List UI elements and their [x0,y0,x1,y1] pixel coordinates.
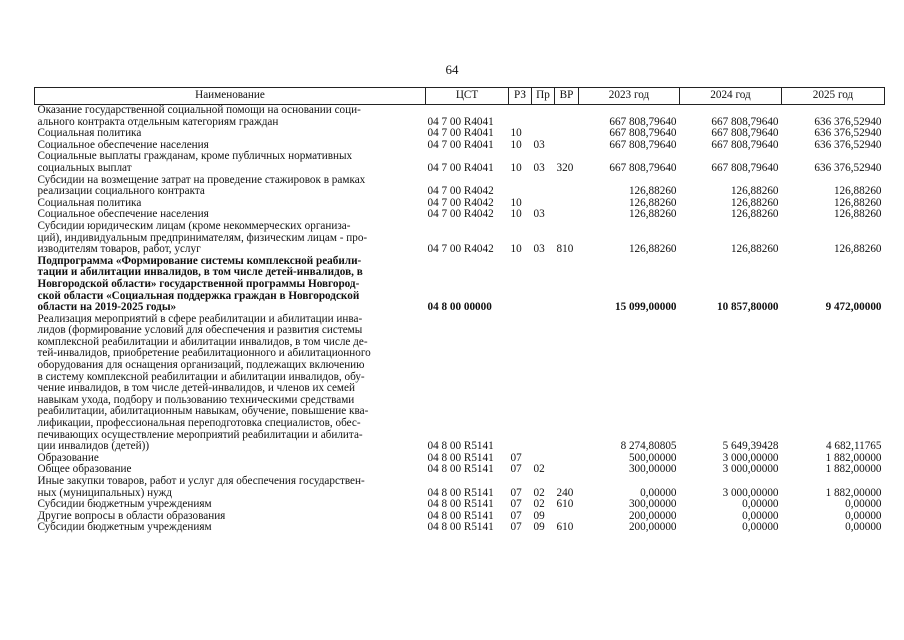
row-cst: 04 7 00 R4042 [427,208,494,221]
row-vr: 240 [556,486,574,499]
row-2025: 636 376,52940 [814,127,882,140]
row-2024: 667 808,79640 [711,115,779,128]
row-2025: 0,00000 [845,521,882,534]
row-cst: 04 8 00 R5141 [427,509,494,522]
row-2025: 1 882,00000 [825,451,882,464]
row-cst: 04 8 00 R5141 [427,521,494,534]
row-rz: 07 [510,509,522,522]
row-2024: 126,88260 [730,196,779,209]
row-2024: 667 808,79640 [711,127,779,140]
row-vr [555,256,579,314]
row-rz: 10 [510,196,522,209]
table-row [35,175,885,198]
row-name: Субсидии юридическим лицам (кроме некоммерческих организа- ций), индивидуальным предпринимателям, физическим лицам - про- изводителям товаров, работ, услуг [37,219,368,256]
row-2023: 200,00000 [628,509,677,522]
row-2023: 667 808,79640 [609,161,677,174]
row-cst: 04 7 00 R4042 [427,243,494,256]
row-2024: 126,88260 [730,243,779,256]
row-pr: 03 [533,208,545,221]
row-2025: 126,88260 [833,243,882,256]
row-2024: 667 808,79640 [711,161,779,174]
row-2023: 0,00000 [640,486,677,499]
header-2023: 2023 год [579,88,680,105]
row-cst: 04 8 00 00000 [427,301,492,314]
row-name: Иные закупки товаров, работ и услуг для обеспечения государствен- ных (муниципальных) нужд [37,475,365,499]
row-2024: 5 649,39428 [722,440,779,453]
row-pr [532,105,555,129]
row-2023: 200,00000 [628,521,677,534]
row-2024: 0,00000 [742,521,779,534]
row-cst: 04 8 00 R5141 [427,486,494,499]
row-cst: 04 8 00 R5141 [427,451,494,464]
row-pr: 02 [533,498,545,511]
row-rz: 07 [510,486,522,499]
row-vr [555,464,579,476]
row-cst: 04 7 00 R4041 [427,115,494,128]
row-2025: 0,00000 [845,509,882,522]
row-name: Социальное обеспечение населения [37,208,209,221]
row-2024: 3 000,00000 [722,486,779,499]
header-2025: 2025 год [782,88,885,105]
row-2025: 1 882,00000 [825,486,882,499]
budget-table [34,87,885,534]
row-cst: 04 7 00 R4042 [427,185,494,198]
row-2024: 0,00000 [742,498,779,511]
row-rz [509,105,532,129]
row-pr: 02 [533,486,545,499]
row-2024: 3 000,00000 [722,463,779,476]
row-name: Субсидии бюджетным учреждениям [37,498,212,511]
row-name: Образование [37,451,99,464]
row-2023: 667 808,79640 [609,138,677,151]
row-name: Социальное обеспечение населения [37,138,209,151]
row-2025: 126,88260 [833,185,882,198]
row-2025: 9 472,00000 [825,301,882,314]
row-2023: 300,00000 [628,498,677,511]
row-vr [555,314,579,453]
row-2023: 126,88260 [628,185,677,198]
table-row [35,105,885,129]
row-rz: 10 [510,138,522,151]
row-vr [555,453,579,465]
row-pr [532,175,555,198]
row-rz [509,314,532,453]
row-2023: 667 808,79640 [609,115,677,128]
row-pr: 09 [533,509,545,522]
row-2025: 4 682,11765 [825,440,882,453]
row-name: Социальные выплаты гражданам, кроме публичных нормативных социальных выплат [37,150,353,174]
row-pr: 03 [533,161,545,174]
row-rz: 07 [510,451,522,464]
table-header-row [35,88,885,105]
row-rz: 07 [510,498,522,511]
row-vr [555,209,579,221]
row-2025: 0,00000 [845,498,882,511]
row-rz: 07 [510,521,522,534]
row-vr [555,128,579,140]
row-cst: 04 7 00 R4041 [427,161,494,174]
row-name: Субсидии на возмещение затрат на проведение стажировок в рамках реализации социального контракта [37,173,366,198]
page-number: 64 [445,62,459,77]
row-name: Подпрограмма «Формирование системы комплексной реабили- тации и абилитации инвалидов, в том числе детей-инвалидов, в Новгородской области» государственной программы Новгород- ской области «Социальная поддержка граждан в Новгородской области на 2019-2025 годы» [37,254,363,314]
row-2024: 667 808,79640 [711,138,779,151]
row-rz [509,175,532,198]
row-pr: 09 [533,521,545,534]
row-2023: 500,00000 [628,451,677,464]
row-cst: 04 8 00 R5141 [427,440,494,453]
table-row [35,151,885,174]
header-name: Наименование [35,88,426,105]
header-cst: ЦСТ [426,88,509,105]
table-row [35,476,885,499]
row-cst: 04 8 00 R5141 [427,463,494,476]
row-2024: 3 000,00000 [722,451,779,464]
row-vr [555,140,579,152]
header-rz: РЗ [509,88,532,105]
header-pr: Пр [532,88,555,105]
row-name: Другие вопросы в области образования [37,509,226,522]
header-vr: ВР [555,88,579,105]
row-pr [532,314,555,453]
table-row [35,314,885,453]
row-vr: 320 [556,161,574,174]
row-cst: 04 8 00 R5141 [427,498,494,511]
row-2024: 10 857,80000 [716,301,779,314]
row-2023: 126,88260 [628,243,677,256]
row-2024: 126,88260 [730,208,779,221]
row-rz: 07 [510,463,522,476]
row-vr: 810 [556,243,574,256]
table-body [35,105,885,534]
row-vr [555,175,579,198]
row-rz: 10 [510,127,522,140]
row-rz [509,256,532,314]
row-2025: 636 376,52940 [814,161,882,174]
row-vr: 610 [556,521,574,534]
row-name: Социальная политика [37,127,142,140]
row-pr [532,256,555,314]
row-2024: 126,88260 [730,185,779,198]
row-name: Общее образование [37,463,132,476]
row-pr: 03 [533,243,545,256]
row-pr: 02 [533,463,545,476]
row-2025: 126,88260 [833,208,882,221]
table-row [35,522,885,534]
row-2025: 126,88260 [833,196,882,209]
row-vr [555,105,579,129]
row-pr: 03 [533,138,545,151]
row-rz: 10 [510,243,522,256]
row-vr: 610 [556,498,574,511]
row-cst: 04 7 00 R4041 [427,138,494,151]
row-name: Субсидии бюджетным учреждениям [37,521,212,534]
row-2025: 636 376,52940 [814,138,882,151]
row-2023: 8 274,80805 [620,440,677,453]
row-name: Социальная политика [37,196,142,209]
row-rz: 10 [510,161,522,174]
table-row [35,221,885,256]
row-cst: 04 7 00 R4042 [427,196,494,209]
row-2023: 300,00000 [628,463,677,476]
row-cst: 04 7 00 R4041 [427,127,494,140]
table-row [35,256,885,314]
row-2023: 126,88260 [628,196,677,209]
row-2025: 636 376,52940 [814,115,882,128]
row-rz: 10 [510,208,522,221]
row-vr [555,198,579,210]
row-2024: 0,00000 [742,509,779,522]
row-2025: 1 882,00000 [825,463,882,476]
row-name: Реализация мероприятий в сфере реабилитации и абилитации инва- лидов (формирование условий для обеспечения и развития системы комплексной реабилитации и абилитации инвалидов, в том числе де- тей-инвалидов, приобретение реабилитационного и абилитационного оборудования для оснащения организаций, подлежащих включению в систему комплексной реабилитации и абилитации инвалидов, обу- чение инвалидов, в том числе детей-инвалидов, и членов их семей навыкам ухода, подбору и пользованию техническими средствами реабилитации, абилитационным навыкам, обучение, повышение ква- лификации, профессиональная переподготовка специалистов, обес- печивающих осуществление мероприятий реабилитации и абилита- ции инвалидов (детей)) [37,312,371,453]
header-2024: 2024 год [680,88,782,105]
row-2023: 126,88260 [628,208,677,221]
row-name: Оказание государственной социальной помощи на основании соци- ального контракта отдельным категориям граждан [37,104,361,128]
row-2023: 667 808,79640 [609,127,677,140]
row-2023: 15 099,00000 [614,301,677,314]
